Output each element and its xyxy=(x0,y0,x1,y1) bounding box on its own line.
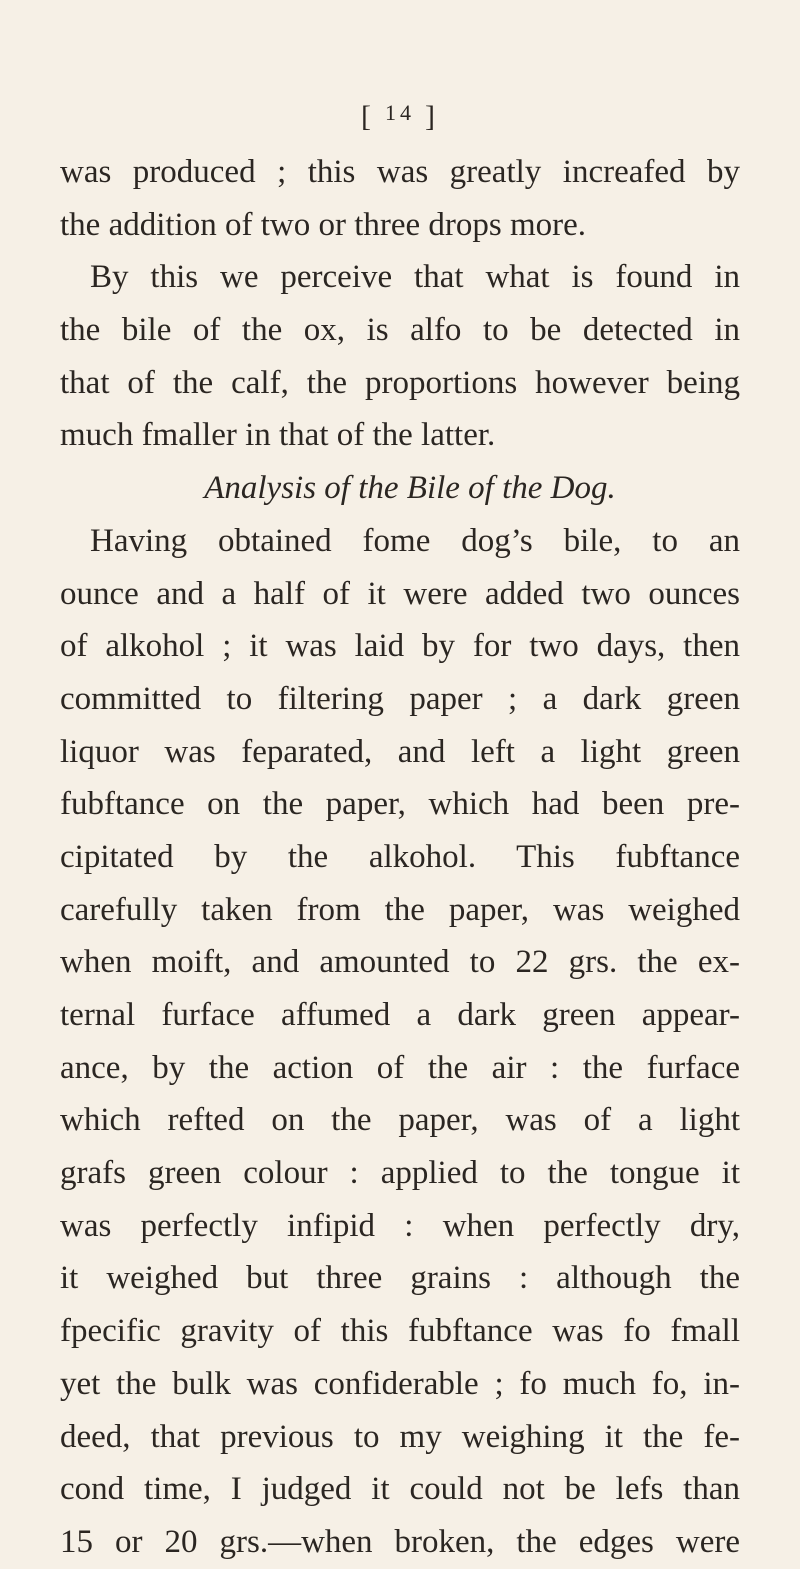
page-number xyxy=(0,100,800,134)
text-line: 15 or 20 grs.—when broken, the edges were xyxy=(60,1523,740,1560)
text-line: much fmaller in that of the latter. xyxy=(60,417,496,454)
text-line: was produced ; this was greatly increafed by xyxy=(60,154,740,190)
page-number-value: 14 xyxy=(385,100,415,125)
text-line: yet the bulk was confiderable ; fo much fo, in- xyxy=(60,1365,740,1402)
text-line: the bile of the ox, is alfo to be detected in xyxy=(60,312,740,349)
left-bracket: [ xyxy=(361,100,375,133)
text-line: grafs green colour : applied to the tongue it xyxy=(60,1155,740,1192)
text-line: ance, by the action of the air : the furface xyxy=(60,1049,740,1086)
text-line: was perfectly infipid : when perfectly dry, xyxy=(60,1207,740,1244)
text-line: liquor was feparated, and left a light green xyxy=(60,733,740,770)
text-line: fubftance on the paper, which had been pre- xyxy=(60,786,740,823)
text-line: fpecific gravity of this fubftance was fo fmall xyxy=(60,1313,740,1350)
text-line: cond time, I judged it could not be lefs than xyxy=(60,1471,740,1508)
text-line: which refted on the paper, was of a light xyxy=(60,1102,740,1139)
section-heading: Analysis of the Bile of the Dog. xyxy=(204,470,616,507)
text-line: Having obtained fome dog’s bile, to an xyxy=(90,522,740,559)
text-line: of alkohol ; it was laid by for two days, then xyxy=(60,628,740,665)
text-line: it weighed but three grains : although the xyxy=(60,1260,740,1297)
body-text xyxy=(60,146,740,1569)
text-line: ternal furface affumed a dark green appear- xyxy=(60,997,740,1033)
right-bracket: ] xyxy=(425,100,439,133)
text-line: cipitated by the alkohol. This fubftance xyxy=(60,838,740,875)
text-line: that of the calf, the proportions however being xyxy=(60,364,740,401)
text-line: By this we perceive that what is found in xyxy=(90,259,740,296)
text-line: carefully taken from the paper, was weighed xyxy=(60,891,740,928)
text-line: the addition of two or three drops more. xyxy=(60,206,587,243)
text-line: ounce and a half of it were added two ounces xyxy=(60,575,740,612)
text-line: when moift, and amounted to 22 grs. the ex- xyxy=(60,944,740,981)
text-line: deed, that previous to my weighing it the fe- xyxy=(60,1418,740,1455)
text-line: committed to filtering paper ; a dark green xyxy=(60,680,740,717)
